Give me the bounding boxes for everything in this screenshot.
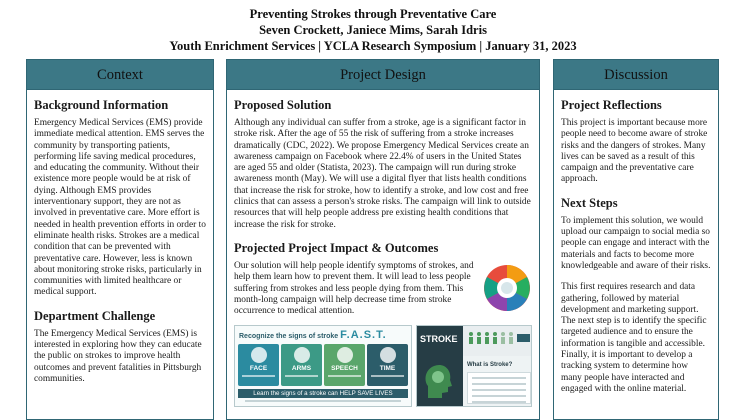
fast-title-word: F.A.S.T. [340, 329, 387, 342]
fast-grid [235, 341, 411, 386]
reflections-text: This project is important because more people need to become aware of stroke risks and the dangers of strokes. Many lives can be saved as a result of this campaign and the preventative care approach. [561, 118, 708, 185]
next-steps-title: Next Steps [561, 195, 618, 210]
poster-title: Preventing Strokes through Preventative Care [249, 7, 497, 21]
fast-cell-label: SPEECH [331, 365, 358, 373]
background-text: Emergency Medical Services (EMS) provide immediate medical attention. EMS serves the community by transporting patients, performing life saving medical procedures, and educating the community. Without their existence more people would be at risk of dying. Although EMS provides interventionary support, they are not as involved in preventative care. More effort is needed in health prevention efforts in order to eliminate health risks. Strokes are a medical condition that can be prevented with preventative care. However, less is known about monitoring stroke risks, particularly in communities with limited healthcare or medical support. [34, 118, 206, 298]
fast-cell-label: TIME [379, 365, 396, 373]
brain-head-icon [422, 360, 454, 400]
discussion-column [553, 59, 719, 420]
solution-title: Proposed Solution [234, 98, 332, 112]
next-steps-text-1: To implement this solution, we would upload our campaign to social media so people can engage and interact with the materials and facts to become more knowledgeable and aware of their risks. [561, 215, 711, 271]
challenge-title: Department Challenge [34, 308, 156, 323]
impact-text: Our solution will help people identify symptoms of strokes, and help them learn how to prevent them. It will lead to less people suffering from strokes and less people dying from them. This month-long campaign will help decrease time from stroke occurrence to medical attention. [234, 260, 474, 317]
challenge-text: The Emergency Medical Services (EMS) is interested in exploring how they can educate the public on strokes to improve health outcomes and prevent fatalities in Pittsburgh communities. [34, 328, 202, 384]
arms-icon [294, 347, 310, 363]
speech-icon [337, 347, 353, 363]
fast-footer: Learn the signs of a stroke can HELP SAVE LIVES [238, 389, 408, 398]
fast-cell-label: FACE [249, 365, 268, 373]
reflections-title: Project Reflections [561, 98, 662, 112]
next-steps-text-2: This first requires research and data gathering, followed by material development and marketing support. The next step is to identify the specific targeted audience and to ensure the information is tangible and accessible. Finally, it is important to develop a tracking system to determine how many people have interacted and engaged with the online material. [561, 282, 707, 394]
context-column [26, 59, 214, 420]
stroke-risk-wheel-image [482, 263, 532, 313]
discussion-heading: Discussion [554, 60, 718, 90]
fast-cell-arms [281, 344, 322, 386]
fast-cell-face [238, 344, 279, 386]
impact-title: Projected Project Impact & Outcomes [234, 240, 439, 255]
face-icon [251, 347, 267, 363]
fast-cell-time [367, 344, 408, 386]
design-heading: Project Design [227, 60, 539, 90]
poster-event: Youth Enrichment Services | YCLA Research Symposium | January 31, 2023 [169, 39, 577, 53]
time-icon [380, 347, 396, 363]
poster-authors: Seven Crockett, Janiece Mims, Sarah Idris [259, 23, 487, 37]
solution-text: Although any individual can suffer from a stroke, age is a significant factor in stroke risk. After the age of 55 the risk of suffering from a stroke increases dramatically (CDC, 2022). We propose Emergency Medical Services create an awareness campaign on Facebook where 22.4% of users in the United States are aged 55 and older (Statista, 2023). The campaign will run during stroke awareness month (May). We will use a digital flyer that lists health conditions that increase the risk for stroke, how to identify a stroke, and low cost and free clinics that can assess a person's stroke risks. The campaign will link to outside resources that will help people address pre existing health conditions that increase the risk for stroke. [234, 118, 531, 230]
stroke-infographic-image [416, 325, 532, 407]
context-heading: Context [27, 60, 213, 90]
design-column [226, 59, 540, 420]
fast-cell-label: ARMS [291, 365, 312, 373]
background-title: Background Information [34, 98, 169, 112]
people-icon [467, 331, 531, 345]
fast-cell-speech [324, 344, 365, 386]
poster-header [0, 6, 746, 54]
fast-title-prefix: Recognize the signs of stroke [239, 333, 339, 341]
infographic-what-title: What is Stroke? [466, 362, 513, 369]
infographic-headline: STROKE [419, 334, 458, 345]
fast-signs-image [234, 325, 412, 407]
